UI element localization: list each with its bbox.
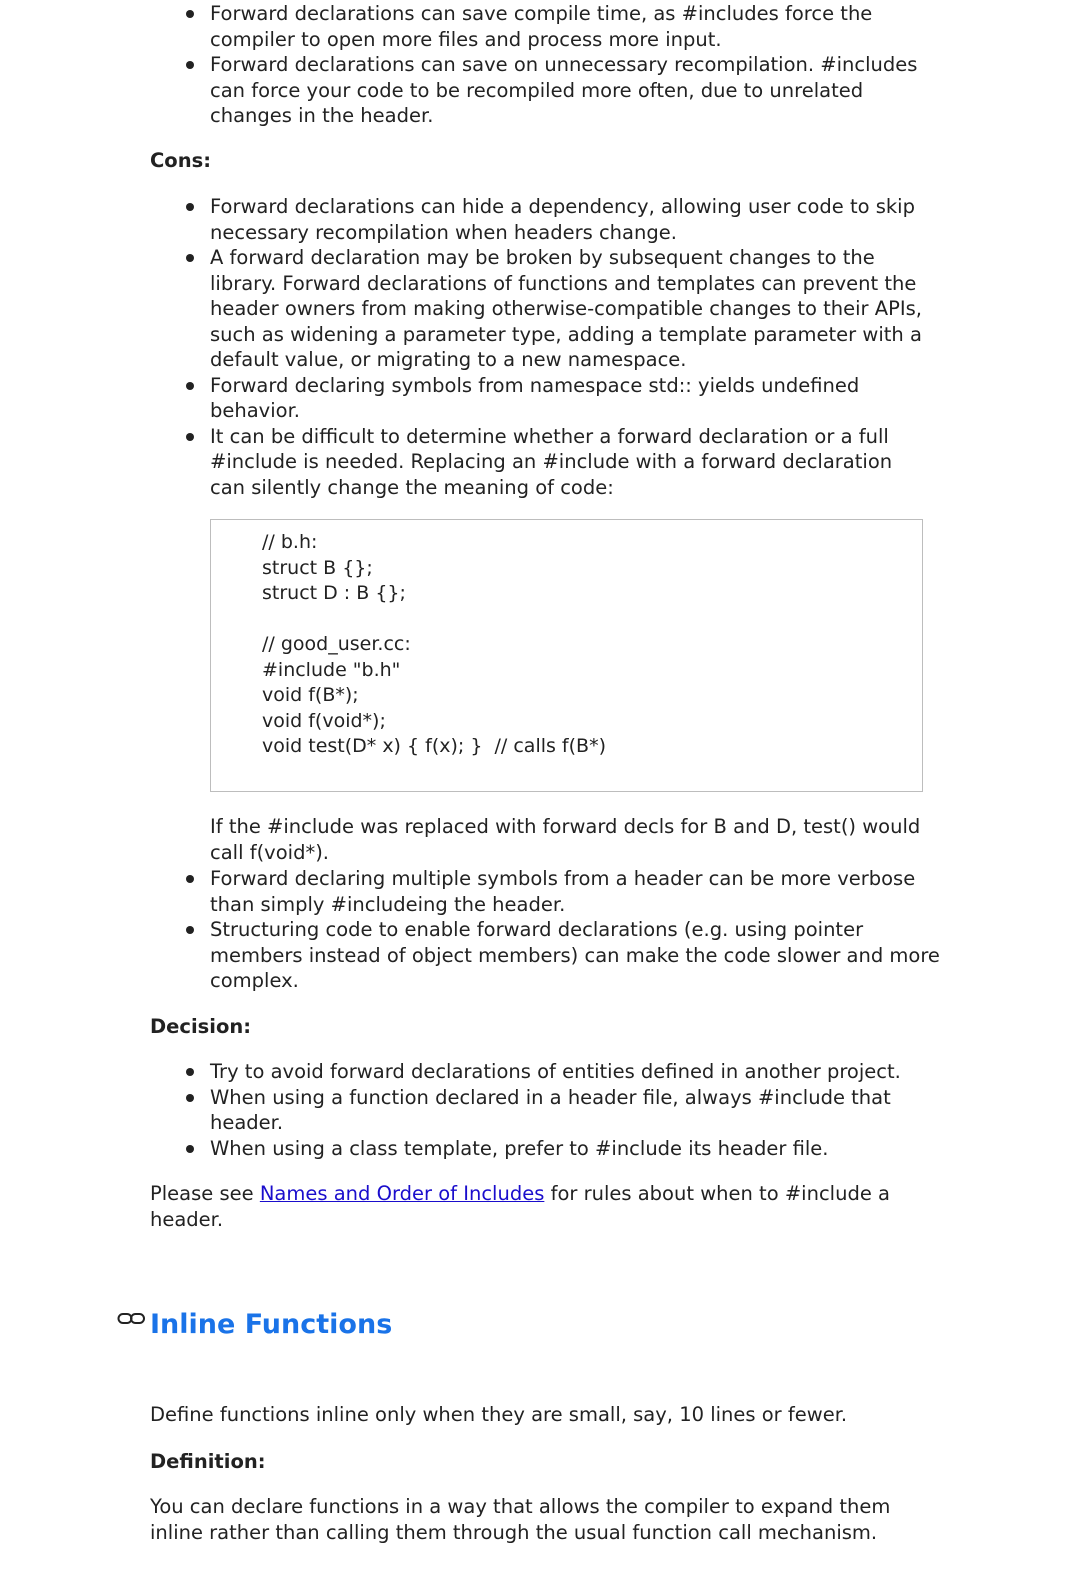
code-line: struct D : B {}; [262,582,406,604]
cons-list-continued [150,866,940,994]
list-item: A forward declaration may be broken by subsequent changes to the library. Forward declarations of functions and templates can prevent the header owners from making otherwise-compatible changes to their APIs, such as widening a parameter type, adding a template parameter with a default value, or migrating to a new namespace. [150,245,930,373]
pros-list [150,1,930,129]
see-also-prefix: Please see [150,1182,260,1205]
list-item: It can be difficult to determine whether a forward declaration or a full #include is needed. Replacing an #include with a forward declaration can silently change the meaning of code: [150,424,930,501]
cons-list [150,194,930,500]
list-item: Forward declaring symbols from namespace std:: yields undefined behavior. [150,373,930,424]
code-line: void f(B*); [262,684,359,706]
code-line: #include "b.h" [262,658,401,681]
see-also-suffix: for rules about when to #include a header. [150,1182,890,1231]
definition-label: Definition: [150,1450,266,1473]
code-line: struct B {}; [262,556,373,579]
code-block [210,519,923,792]
code-explanation: If the #include was replaced with forward decls for B and D, test() would call f(void*). [210,815,921,864]
decision-label: Decision: [150,1015,252,1038]
names-and-order-of-includes-link[interactable]: Names and Order of Includes [259,1182,545,1205]
code-line: void test(D* x) { f(x); } // calls f(B*) [262,735,606,757]
list-item: Try to avoid forward declarations of entities defined in another project. [150,1059,910,1085]
inline-summary: Define functions inline only when they are small, say, 10 lines or fewer. [150,1403,848,1426]
code-line: void f(void*); [262,709,386,732]
link-anchor-icon[interactable] [117,1312,147,1326]
list-item: Structuring code to enable forward declarations (e.g. using pointer members instead of object members) can make the code slower and more complex. [150,917,940,994]
cons-label: Cons: [150,149,211,172]
list-item: Forward declaring multiple symbols from a header can be more verbose than simply #includeing the header. [150,866,940,917]
list-item: Forward declarations can hide a dependency, allowing user code to skip necessary recompilation when headers change. [150,194,930,245]
decision-list [150,1059,910,1161]
code-line [262,607,606,633]
list-item: Forward declarations can save on unnecessary recompilation. #includes can force your code to be recompiled more often, due to unrelated changes in the header. [150,52,930,129]
definition-text: You can declare functions in a way that allows the compiler to expand them inline rather than calling them through the usual function call mechanism. [150,1495,891,1544]
code-line: // b.h: [262,531,318,553]
list-item: When using a function declared in a header file, always #include that header. [150,1085,910,1136]
inline-functions-heading: Inline Functions [150,1309,393,1340]
code-lines [262,530,606,760]
list-item: Forward declarations can save compile time, as #includes force the compiler to open more files and process more input. [150,1,930,52]
see-also-paragraph [150,1181,890,1232]
code-line: // good_user.cc: [262,633,411,655]
list-item: When using a class template, prefer to #include its header file. [150,1136,910,1162]
